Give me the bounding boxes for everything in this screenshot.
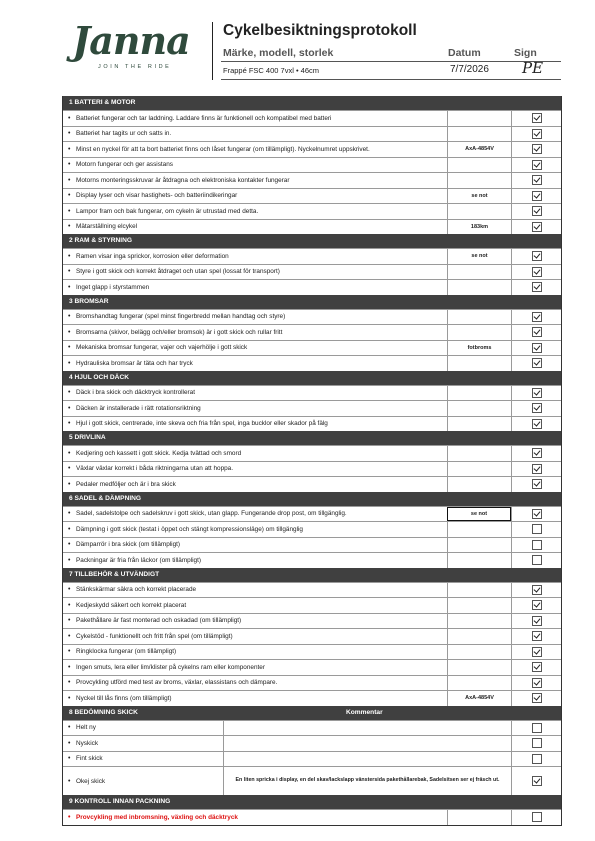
checked-checkbox-icon[interactable] (532, 358, 542, 368)
bullet-icon: • (68, 268, 71, 276)
checkbox-cell (511, 752, 561, 767)
checklist-row (63, 126, 561, 142)
checkbox-cell (511, 173, 561, 188)
checkbox-cell (511, 446, 561, 461)
checked-checkbox-icon[interactable] (532, 312, 542, 322)
note-field[interactable] (447, 538, 511, 553)
checklist-item (63, 810, 447, 825)
checkbox-cell (511, 341, 561, 356)
checklist-row (63, 659, 561, 675)
note-field[interactable] (447, 417, 511, 432)
checklist-row (63, 219, 561, 235)
checklist-item (63, 645, 447, 660)
checkbox-cell (511, 386, 561, 401)
checked-checkbox-icon[interactable] (532, 282, 542, 292)
item-text: Däck i bra skick och däcktryck kontrollerat (76, 389, 195, 397)
header-rule (221, 61, 561, 62)
checkbox-icon[interactable] (532, 738, 542, 748)
item-text: Motorn fungerar och ger assistans (76, 161, 173, 169)
checkbox-cell (511, 310, 561, 325)
bullet-icon: • (68, 223, 71, 231)
bullet-icon: • (68, 679, 71, 687)
checklist-row (63, 340, 561, 356)
model-value[interactable]: Frappé FSC 400 7vxl • 46cm (223, 66, 319, 75)
bullet-icon: • (68, 130, 71, 138)
item-text: Bromshandtag fungerar (spel minst fingerbredd mellan handtag och styre) (76, 313, 286, 321)
section-header (63, 431, 561, 445)
item-text: Minst en nyckel för att ta bort batteriet finns och låset fungerar (om tillämpligt). Nyckelnumret uppskrivet. (76, 145, 370, 153)
item-text: Provcykling med inbromsning, växling och däcktryck (76, 813, 238, 821)
section-title: 8 BEDÖMNING SKICK (69, 708, 138, 716)
checklist-item (63, 477, 447, 492)
checklist-row (63, 279, 561, 295)
checklist-item (63, 249, 447, 264)
checked-checkbox-icon[interactable] (532, 251, 542, 261)
checked-checkbox-icon[interactable] (532, 191, 542, 201)
bullet-icon: • (68, 724, 71, 732)
checkbox-cell (511, 249, 561, 264)
note-field[interactable] (447, 158, 511, 173)
item-text: Kedjeskydd säkert och korrekt placerat (76, 601, 187, 609)
bullet-icon: • (68, 648, 71, 656)
bullet-icon: • (68, 813, 71, 821)
checklist-row (63, 141, 561, 157)
item-text: Nyckel till lås finns (om tillämpligt) (76, 694, 172, 702)
checklist-row (63, 521, 561, 537)
company-logo (56, 18, 206, 74)
bullet-icon: • (68, 449, 71, 457)
checkbox-icon[interactable] (532, 540, 542, 550)
item-text: Packningar är fria från läckor (om tillämpligt) (76, 556, 202, 564)
bullet-icon: • (68, 617, 71, 625)
checklist-row (63, 203, 561, 219)
bullet-icon: • (68, 359, 71, 367)
checked-checkbox-icon[interactable] (532, 616, 542, 626)
checklist-row (63, 751, 561, 767)
checkbox-cell (511, 142, 561, 157)
note-field[interactable] (447, 660, 511, 675)
note-field[interactable] (447, 204, 511, 219)
checked-checkbox-icon[interactable] (532, 647, 542, 657)
item-text: Växlar växlar korrekt i båda riktningarna utan att hoppa. (76, 465, 234, 473)
checked-checkbox-icon[interactable] (532, 129, 542, 139)
checklist-item (63, 325, 447, 340)
checklist-row (63, 416, 561, 432)
note-field[interactable] (447, 676, 511, 691)
checkbox-cell (511, 645, 561, 660)
section-header (63, 234, 561, 248)
checklist-row (63, 720, 561, 736)
note-field[interactable] (447, 325, 511, 340)
item-text: Nyskick (76, 739, 99, 747)
note-field[interactable]: En liten spricka i display, en del skav/lackslapp vänstersida pakethållarebak, Sadelsitsen ser ej fräsch ut. (223, 767, 511, 795)
item-text: Hjul i gott skick, centrerade, inte skeva och fria från spel, inga bucklor eller skador på fälg (76, 420, 328, 428)
note-field[interactable] (223, 721, 511, 736)
note-field[interactable] (447, 127, 511, 142)
checkbox-cell (511, 280, 561, 295)
bullet-icon: • (68, 601, 71, 609)
bullet-icon: • (68, 161, 71, 169)
note-field[interactable]: 183km (447, 220, 511, 235)
checked-checkbox-icon[interactable] (532, 509, 542, 519)
bullet-icon: • (68, 632, 71, 640)
checklist-item (63, 220, 447, 235)
bullet-icon: • (68, 420, 71, 428)
checkbox-cell (511, 477, 561, 492)
checklist-row (63, 537, 561, 553)
checked-checkbox-icon[interactable] (532, 479, 542, 489)
note-field[interactable] (223, 736, 511, 751)
checkbox-cell (511, 660, 561, 675)
checkbox-icon[interactable] (532, 812, 542, 822)
item-text: Ringklocka fungerar (om tillämpligt) (76, 648, 177, 656)
section-title: 4 HJUL OCH DÄCK (69, 373, 129, 381)
checklist-row (63, 628, 561, 644)
item-text: Pakethållare är fast monterad och oskadad (om tillämpligt) (76, 617, 242, 625)
item-text: Fint skick (76, 755, 103, 763)
checklist-row (63, 476, 561, 492)
bullet-icon: • (68, 192, 71, 200)
checklist-row (63, 506, 561, 522)
item-text: Batteriet har tagits ur och satts in. (76, 130, 172, 138)
checklist-item (63, 676, 447, 691)
checklist-item (63, 173, 447, 188)
checked-checkbox-icon[interactable] (532, 267, 542, 277)
item-text: Dämparrör i bra skick (om tillämpligt) (76, 541, 181, 549)
item-text: Lampor fram och bak fungerar, om cykeln är utrustad med detta. (76, 207, 259, 215)
checked-checkbox-icon[interactable] (532, 600, 542, 610)
checklist-row (63, 157, 561, 173)
checkbox-cell (511, 507, 561, 522)
note-field[interactable]: se not (447, 189, 511, 204)
item-text: Däcken är installerade i rätt rotationsriktning (76, 404, 201, 412)
bullet-icon: • (68, 510, 71, 518)
checklist-item (63, 189, 447, 204)
checklist-item (63, 629, 447, 644)
checklist-item (63, 522, 447, 537)
checklist-item (63, 583, 447, 598)
section-header (63, 371, 561, 385)
checkbox-cell (511, 127, 561, 142)
item-text: Okej skick (76, 777, 106, 785)
checkbox-cell (511, 401, 561, 416)
checklist-row (63, 690, 561, 706)
checkbox-icon[interactable] (532, 555, 542, 565)
checkbox-cell (511, 204, 561, 219)
bullet-icon: • (68, 525, 71, 533)
bullet-icon: • (68, 694, 71, 702)
item-text: Ingen smuts, lera eller lim/klister på cykelns ram eller komponenter (76, 663, 265, 671)
checkbox-cell (511, 111, 561, 126)
checked-checkbox-icon[interactable] (532, 448, 542, 458)
item-text: Bromsarna (skivor, belägg och/eller bromsok) är i gott skick och rullar fritt (76, 328, 283, 336)
section-header (63, 96, 561, 110)
checked-checkbox-icon[interactable] (532, 403, 542, 413)
bullet-icon: • (68, 328, 71, 336)
note-field[interactable] (447, 401, 511, 416)
item-text: Inget glapp i styrstammen (76, 283, 150, 291)
checklist-item (63, 158, 447, 173)
checklist-row (63, 248, 561, 264)
bullet-icon: • (68, 541, 71, 549)
checkbox-cell (511, 691, 561, 706)
checkbox-cell (511, 598, 561, 613)
checklist-item (63, 356, 447, 371)
bullet-icon: • (68, 755, 71, 763)
checkbox-cell (511, 220, 561, 235)
section-header (63, 568, 561, 582)
note-field[interactable] (447, 629, 511, 644)
checked-checkbox-icon[interactable] (532, 662, 542, 672)
checked-checkbox-icon[interactable] (532, 585, 542, 595)
item-text: Kedjering och kassett i gott skick. Kedja tvättad och smord (76, 449, 242, 457)
checkbox-cell (511, 158, 561, 173)
note-field[interactable] (447, 446, 511, 461)
checked-checkbox-icon[interactable] (532, 222, 542, 232)
note-field[interactable]: se not (447, 249, 511, 264)
bullet-icon: • (68, 207, 71, 215)
item-text: Pedaler medföljer och är i bra skick (76, 480, 176, 488)
item-text: Sadel, sadelstolpe och sadelskruv i gott skick, utan glapp. Fungerande drop post, om tillgänglig. (76, 510, 347, 518)
inspection-table (62, 96, 562, 826)
note-field[interactable] (447, 265, 511, 280)
checklist-row (63, 172, 561, 188)
bullet-icon: • (68, 663, 71, 671)
checkbox-icon[interactable] (532, 723, 542, 733)
checked-checkbox-icon[interactable] (532, 678, 542, 688)
item-text: Mekaniska bromsar fungerar, vajer och vajerhölje i gott skick (76, 344, 248, 352)
checklist-item (63, 736, 223, 751)
checkbox-cell (511, 356, 561, 371)
checklist-item (63, 204, 447, 219)
note-field[interactable] (223, 752, 511, 767)
sign-label: Sign (514, 47, 537, 59)
checklist-item (63, 446, 447, 461)
checkbox-cell (511, 676, 561, 691)
checkbox-cell (511, 553, 561, 568)
checklist-row (63, 385, 561, 401)
note-field[interactable] (447, 614, 511, 629)
bullet-icon: • (68, 283, 71, 291)
checked-checkbox-icon[interactable] (532, 343, 542, 353)
section-title: 1 BATTERI & MOTOR (69, 99, 136, 106)
section-title: 3 BROMSAR (69, 297, 109, 305)
bullet-icon: • (68, 404, 71, 412)
section-title: 7 TILLBEHÖR & UTVÄNDIGT (69, 570, 160, 578)
datum-label: Datum (448, 47, 481, 59)
note-field[interactable] (447, 173, 511, 188)
bullet-icon: • (68, 480, 71, 488)
checklist-row (63, 445, 561, 461)
checked-checkbox-icon[interactable] (532, 160, 542, 170)
checked-checkbox-icon[interactable] (532, 776, 542, 786)
item-text: Batteriet fungerar och tar laddning. Laddare finns är funktionell och kompatibel med batteri (76, 114, 332, 122)
note-field[interactable] (447, 310, 511, 325)
checklist-item (63, 341, 447, 356)
checklist-row (63, 582, 561, 598)
note-field[interactable] (447, 810, 511, 825)
checklist-item (63, 386, 447, 401)
checklist-row (63, 110, 561, 126)
checked-checkbox-icon[interactable] (532, 175, 542, 185)
header-rule-bottom (221, 79, 561, 80)
comment-column-title: Kommentar (346, 708, 383, 716)
checklist-item (63, 111, 447, 126)
item-text: Styre i gott skick och korrekt åtdraget och utan spel (lossat för transport) (76, 268, 280, 276)
checkbox-cell (511, 767, 561, 795)
checked-checkbox-icon[interactable] (532, 388, 542, 398)
checkbox-icon[interactable] (532, 524, 542, 534)
checked-checkbox-icon[interactable] (532, 113, 542, 123)
note-field[interactable] (447, 583, 511, 598)
checkbox-cell (511, 189, 561, 204)
checkbox-cell (511, 462, 561, 477)
checked-checkbox-icon[interactable] (532, 631, 542, 641)
logo-tagline: JOIN THE RIDE (98, 64, 172, 70)
bullet-icon: • (68, 252, 71, 260)
item-text: Ramen visar inga sprickor, korrosion eller deformation (76, 252, 229, 260)
checklist-row (63, 644, 561, 660)
page-title: Cykelbesiktningsprotokoll (223, 22, 417, 39)
note-field[interactable] (447, 553, 511, 568)
checked-checkbox-icon[interactable] (532, 206, 542, 216)
checked-checkbox-icon[interactable] (532, 327, 542, 337)
section-header (63, 492, 561, 506)
note-field[interactable] (447, 462, 511, 477)
model-label: Märke, modell, storlek (223, 47, 334, 59)
datum-value[interactable]: 7/7/2026 (450, 64, 489, 75)
checklist-row (63, 552, 561, 568)
checklist-item (63, 401, 447, 416)
checklist-row (63, 461, 561, 477)
note-field[interactable] (447, 477, 511, 492)
bullet-icon: • (68, 176, 71, 184)
checklist-item (63, 507, 447, 522)
checklist-row (63, 766, 561, 795)
checklist-item (63, 280, 447, 295)
section-header (63, 795, 561, 809)
item-text: Stänkskärmar säkra och korrekt placerade (76, 586, 197, 594)
item-text: Hydrauliska bromsar är täta och har tryck (76, 359, 193, 367)
checklist-item (63, 691, 447, 706)
checklist-item (63, 614, 447, 629)
checklist-item (63, 538, 447, 553)
item-text: Helt ny (76, 724, 96, 732)
checked-checkbox-icon[interactable] (532, 419, 542, 429)
checklist-item (63, 310, 447, 325)
section-header (63, 706, 561, 720)
checklist-row (63, 309, 561, 325)
note-field[interactable]: se not (447, 507, 511, 522)
checklist-row (63, 735, 561, 751)
checklist-item (63, 127, 447, 142)
checkbox-cell (511, 522, 561, 537)
note-field[interactable] (447, 280, 511, 295)
checklist-row (63, 675, 561, 691)
section-title: 2 RAM & STYRNING (69, 237, 133, 244)
signature-value[interactable]: PE (522, 59, 544, 77)
checklist-item (63, 417, 447, 432)
checklist-row (63, 324, 561, 340)
bullet-icon: • (68, 586, 71, 594)
checkbox-cell (511, 736, 561, 751)
header-divider (212, 22, 213, 80)
note-field[interactable]: fotbroms (447, 341, 511, 356)
checklist-row (63, 809, 561, 825)
note-field[interactable] (447, 522, 511, 537)
note-field[interactable]: AxA-4854V (447, 142, 511, 157)
checkbox-cell (511, 629, 561, 644)
bullet-icon: • (68, 114, 71, 122)
checkbox-cell (511, 583, 561, 598)
checklist-item (63, 142, 447, 157)
checklist-row (63, 264, 561, 280)
checklist-row (63, 355, 561, 371)
bullet-icon: • (68, 465, 71, 473)
checklist-item (63, 767, 223, 795)
checkbox-cell (511, 538, 561, 553)
checklist-item (63, 721, 223, 736)
note-field[interactable] (447, 356, 511, 371)
logo-wordmark: Janna (72, 18, 190, 63)
checklist-item (63, 553, 447, 568)
checkbox-cell (511, 810, 561, 825)
checkbox-cell (511, 721, 561, 736)
checkbox-cell (511, 325, 561, 340)
note-field[interactable] (447, 111, 511, 126)
note-field[interactable] (447, 386, 511, 401)
checklist-item (63, 752, 223, 767)
checklist-row (63, 597, 561, 613)
bullet-icon: • (68, 313, 71, 321)
note-field[interactable] (447, 645, 511, 660)
checklist-row (63, 613, 561, 629)
checked-checkbox-icon[interactable] (532, 144, 542, 154)
bullet-icon: • (68, 777, 71, 785)
note-field[interactable]: AxA-4854V (447, 691, 511, 706)
checklist-row (63, 400, 561, 416)
note-field[interactable] (447, 598, 511, 613)
item-text: Provcykling utförd med test av broms, växlar, elassistans och dämpare. (76, 679, 278, 687)
section-header (63, 295, 561, 309)
bullet-icon: • (68, 145, 71, 153)
item-text: Cykelstöd - funktionellt och fritt från spel (om tillämpligt) (76, 632, 233, 640)
checklist-item (63, 265, 447, 280)
checked-checkbox-icon[interactable] (532, 693, 542, 703)
checklist-row (63, 188, 561, 204)
checkbox-icon[interactable] (532, 754, 542, 764)
checklist-item (63, 462, 447, 477)
bullet-icon: • (68, 389, 71, 397)
bullet-icon: • (68, 344, 71, 352)
checkbox-cell (511, 417, 561, 432)
section-title: 6 SADEL & DÄMPNING (69, 494, 142, 502)
item-text: Display lyser och visar hastighets- och batteriindikeringar (76, 192, 238, 200)
checkbox-cell (511, 265, 561, 280)
checklist-item (63, 598, 447, 613)
checked-checkbox-icon[interactable] (532, 464, 542, 474)
bullet-icon: • (68, 739, 71, 747)
bullet-icon: • (68, 556, 71, 564)
section-title: 5 DRIVLINA (69, 434, 106, 441)
section-title: 9 KONTROLL INNAN PACKNING (69, 798, 171, 805)
checklist-item (63, 660, 447, 675)
checkbox-cell (511, 614, 561, 629)
item-text: Motorns monteringsskruvar är åtdragna och elektroniska kontakter fungerar (76, 176, 290, 184)
item-text: Dämpning i gott skick (testat i öppet och stängt kompressionsläge) om tillgänglig (76, 525, 303, 533)
item-text: Mätarställning elcykel (76, 223, 138, 231)
